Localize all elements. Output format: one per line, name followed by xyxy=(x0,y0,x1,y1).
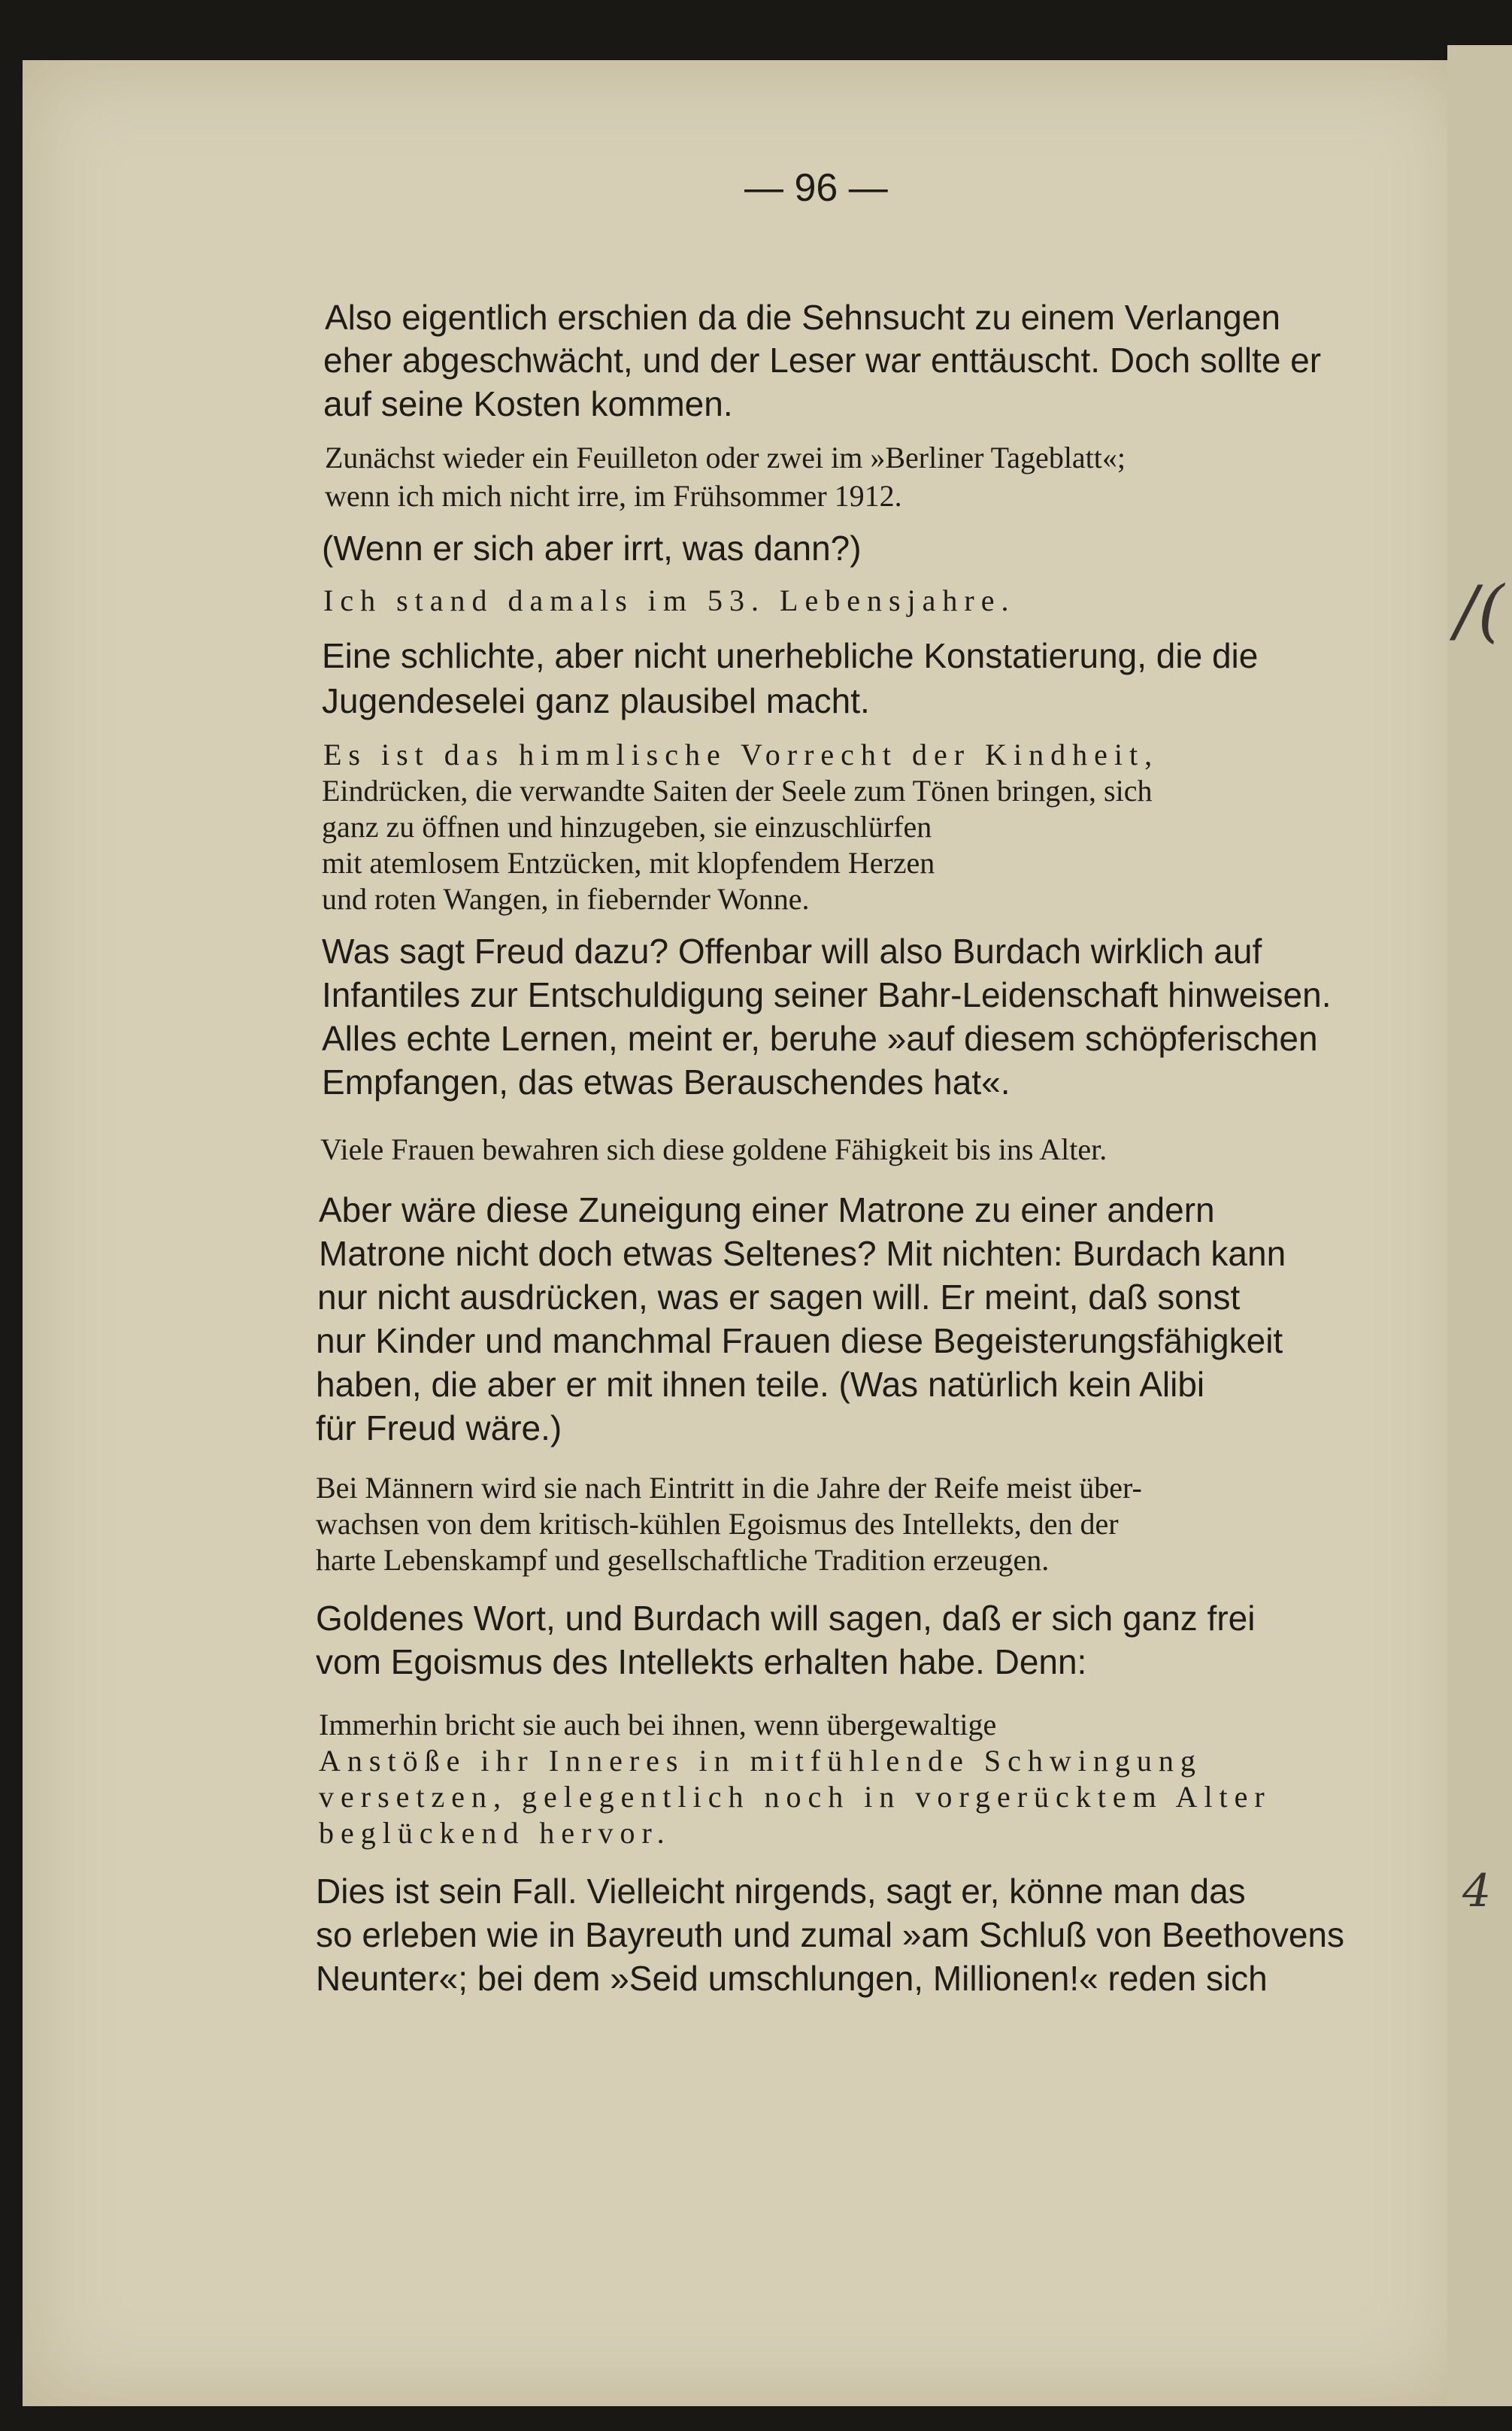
text-line: Immerhin bricht sie auch bei ihnen, wenn übergewaltige xyxy=(319,1708,997,1741)
text-line: Neunter«; bei dem »Seid umschlungen, Millionen!« reden sich xyxy=(316,1959,1268,1998)
text-line: Viele Frauen bewahren sich diese goldene Fähigkeit bis ins Alter. xyxy=(320,1132,1107,1166)
text-line: Es ist das himmlische Vorrecht der Kindheit, xyxy=(323,738,1159,771)
text-line: Anstöße ihr Inneres in mitfühlende Schwingung xyxy=(319,1744,1202,1778)
text-line: beglückend hervor. xyxy=(319,1816,671,1850)
text-line: versetzen, gelegentlich noch in vorgerücktem Alter xyxy=(319,1780,1271,1814)
text-line: auf seine Kosten kommen. xyxy=(323,384,733,423)
text-line: Jugendeselei ganz plausibel macht. xyxy=(322,681,870,720)
text-line: so erleben wie in Bayreuth und zumal »am Schluß von Beethovens xyxy=(316,1915,1345,1954)
text-line: Ich stand damals im 53. Lebensjahre. xyxy=(323,584,1016,617)
text-line: Empfangen, das etwas Berauschendes hat«. xyxy=(322,1062,1011,1102)
margin-mark-2: 4 xyxy=(1462,1865,1492,1917)
text-line: Infantiles zur Entschuldigung seiner Bahr-Leidenschaft hinweisen. xyxy=(322,975,1332,1014)
text-line: Bei Männern wird sie nach Eintritt in die Jahre der Reife meist über- xyxy=(316,1471,1142,1505)
text-line: Alles echte Lernen, meint er, beruhe »auf diesem schöpferischen xyxy=(322,1019,1318,1058)
text-line: mit atemlosem Entzücken, mit klopfendem Herzen xyxy=(322,846,935,880)
text-line: Zunächst wieder ein Feuilleton oder zwei im »Berliner Tageblatt«; xyxy=(325,441,1126,474)
margin-mark-1: /( xyxy=(1455,571,1504,650)
text-line: vom Egoismus des Intellekts erhalten habe. Denn: xyxy=(316,1642,1087,1681)
text-line: Aber wäre diese Zuneigung einer Matrone zu einer andern xyxy=(319,1190,1215,1229)
text-line: haben, die aber er mit ihnen teile. (Was natürlich kein Alibi xyxy=(316,1365,1205,1404)
facing-page-edge xyxy=(1447,45,1512,2406)
text-line: wachsen von dem kritisch-kühlen Egoismus des Intellekts, den der xyxy=(316,1507,1119,1541)
text-line: für Freud wäre.) xyxy=(316,1408,562,1447)
text-line: Was sagt Freud dazu? Offenbar will also Burdach wirklich auf xyxy=(322,932,1262,971)
text-line: Matrone nicht doch etwas Seltenes? Mit nichten: Burdach kann xyxy=(319,1234,1286,1273)
text-line: Eine schlichte, aber nicht unerhebliche Konstatierung, die die xyxy=(322,636,1259,675)
text-line: eher abgeschwächt, und der Leser war enttäuscht. Doch sollte er xyxy=(323,341,1322,380)
text-line: ganz zu öffnen und hinzugeben, sie einzuschlürfen xyxy=(322,810,932,844)
text-line: Dies ist sein Fall. Vielleicht nirgends, sagt er, könne man das xyxy=(316,1872,1246,1911)
text-line: nur nicht ausdrücken, was er sagen will. Er meint, daß sonst xyxy=(317,1278,1241,1317)
text-line: und roten Wangen, in fiebernder Wonne. xyxy=(322,882,810,916)
text-line: nur Kinder und manchmal Frauen diese Begeisterungsfähigkeit xyxy=(316,1321,1283,1360)
text-line: wenn ich mich nicht irre, im Frühsommer 1912. xyxy=(325,479,902,513)
text-line: harte Lebenskampf und gesellschaftliche Tradition erzeugen. xyxy=(316,1543,1050,1577)
text-line: (Wenn er sich aber irrt, was dann?) xyxy=(322,529,862,568)
text-line: Eindrücken, die verwandte Saiten der Seele zum Tönen bringen, sich xyxy=(322,774,1153,808)
text-line: Goldenes Wort, und Burdach will sagen, daß er sich ganz frei xyxy=(316,1599,1256,1638)
text-line: Also eigentlich erschien da die Sehnsucht zu einem Verlangen xyxy=(325,298,1280,337)
page-number: — 96 — xyxy=(744,166,888,210)
